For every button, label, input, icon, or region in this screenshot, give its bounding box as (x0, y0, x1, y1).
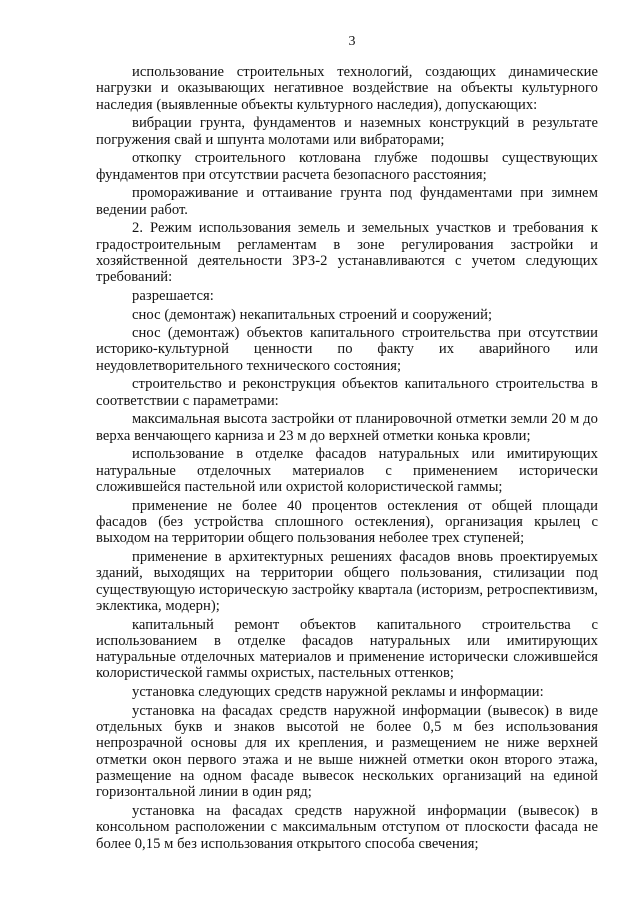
paragraph-3: откопку строительного котлована глубже подошвы существующих фундаментов при отсутствии расчета безопасного расстояния; (96, 150, 598, 183)
paragraph-10: максимальная высота застройки от планировочной отметки земли 20 м до верха венчающего карниза и 23 м до верхней отметки конька кровли; (96, 411, 598, 444)
paragraph-4: промораживание и оттаивание грунта под фундаментами при зимнем ведении работ. (96, 185, 598, 218)
page-number: 3 (348, 34, 356, 49)
paragraph-14: капитальный ремонт объектов капитального строительства с использованием в отделке фасадов натуральных или имитирующих натуральные отделочных материалов и применение исторически сложившейся колористической гаммы охристых, пастельных оттенков; (96, 616, 598, 682)
paragraph-11: использование в отделке фасадов натуральных или имитирующих натуральные отделочных материалов с применением исторически сложившейся пастельной или охристой колористической гаммы; (96, 446, 598, 496)
paragraph-12: применение не более 40 процентов остекления от общей площади фасадов (без устройства сплошного остекления), организация крылец с выходом на территории общего пользования неболее трех ступеней; (96, 497, 598, 547)
paragraph-13: применение в архитектурных решениях фасадов вновь проектируемых зданий, выходящих на территории общего пользования, стилизации под существующую историческую застройку квартала (историзм, ретроспективизм, эклектика, модерн); (96, 549, 598, 614)
paragraph-15: установка следующих средств наружной рекламы и информации: (132, 684, 544, 701)
document-body (96, 64, 598, 852)
paragraph-8: снос (демонтаж) объектов капитального строительства при отсутствии историко-культурной ценности по факту их аварийного или неудовлетворительного технического состояния; (96, 325, 598, 374)
paragraph-7: снос (демонтаж) некапитальных строений и сооружений; (132, 306, 493, 323)
paragraph-16: установка на фасадах средств наружной информации (вывесок) в виде отдельных букв и знаков высотой не более 0,5 м без использования непрозрачной основы для их крепления, и размещением не ниже верхней отметки окон первого этажа и не выше нижней отметки окон второго этажа, размещение на одном фасаде вывесок нескольких организаций на единой горизонтальной линии в один ряд; (96, 702, 598, 801)
paragraph-17: установка на фасадах средств наружной информации (вывесок) в консольном расположении с максимальным отступом от плоскости фасада не более 0,15 м без использования открытого способа свечения; (96, 803, 598, 852)
paragraph-2: вибрации грунта, фундаментов и наземных конструкций в результате погружения свай и шпунта молотами или вибраторами; (96, 115, 598, 148)
paragraph-5: 2. Режим использования земель и земельных участков и требования к градостроительным регламентам в зоне регулирования застройки и хозяйственной деятельности ЗРЗ-2 устанавливаются с учетом следующих требований: (96, 220, 598, 286)
paragraph-9: строительство и реконструкция объектов капитального строительства в соответствии с параметрами: (96, 376, 598, 409)
paragraph-6: разрешается: (132, 287, 214, 304)
paragraph-1: использование строительных технологий, создающих динамические нагрузки и оказывающих негативное воздействие на объекты культурного наследия (выявленные объекты культурного наследия), допускающих: (96, 64, 598, 113)
